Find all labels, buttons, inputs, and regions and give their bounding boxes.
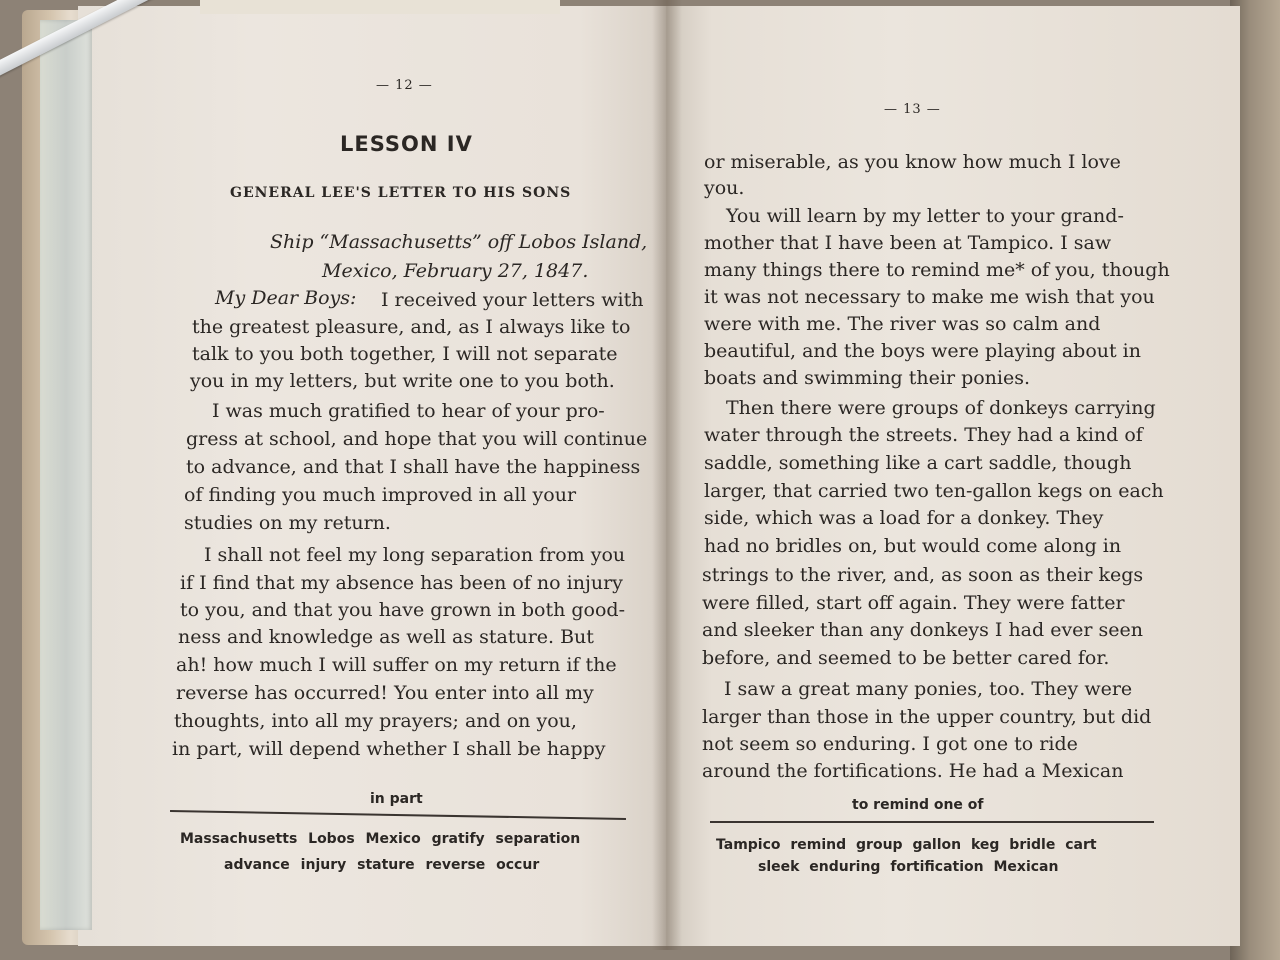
body-line: and sleeker than any donkeys I had ever seen — [702, 619, 1144, 641]
right-page-number: — 13 — — [884, 102, 941, 117]
dateline-line-2: Mexico, February 27, 1847. — [322, 260, 589, 282]
vocab-row-1: Massachusetts Lobos Mexico gratify separation — [180, 831, 581, 847]
body-line: in part, will depend whether I shall be happy — [172, 738, 606, 760]
body-line: You will learn by my letter to your grand- — [726, 205, 1124, 227]
body-line: before, and seemed to be better cared for. — [702, 647, 1110, 669]
body-line: water through the streets. They had a kind of — [704, 424, 1143, 446]
right-footnote: to remind one of — [852, 797, 984, 813]
right-page — [666, 6, 1240, 946]
vocab-row-1: Tampico remind group gallon keg bridle cart — [716, 837, 1097, 853]
body-line: not seem so enduring. I got one to ride — [702, 733, 1078, 755]
body-line: of finding you much improved in all your — [184, 484, 577, 506]
footnote-rule — [170, 810, 626, 820]
body-line: if I find that my absence has been of no injury — [180, 572, 623, 594]
salutation: My Dear Boys: — [215, 287, 357, 309]
body-line: ah! how much I will suffer on my return if the — [176, 654, 617, 676]
body-line: mother that I have been at Tampico. I saw — [704, 232, 1112, 254]
body-line: I shall not feel my long separation from you — [204, 544, 626, 566]
body-line: it was not necessary to make me wish that you — [704, 286, 1155, 308]
endpaper — [40, 20, 92, 930]
body-line: had no bridles on, but would come along in — [704, 535, 1122, 557]
body-line: or miserable, as you know how much I love — [704, 151, 1121, 173]
footnote-rule — [710, 821, 1154, 823]
body-line: to you, and that you have grown in both good- — [180, 599, 625, 621]
body-line: gress at school, and hope that you will continue — [186, 428, 648, 450]
body-line: beautiful, and the boys were playing about in — [704, 340, 1141, 362]
book-gutter — [652, 0, 682, 950]
body-line: around the fortifications. He had a Mexican — [702, 760, 1124, 782]
body-line: were with me. The river was so calm and — [704, 313, 1101, 335]
body-line: I saw a great many ponies, too. They were — [724, 678, 1133, 700]
body-line: thoughts, into all my prayers; and on you, — [174, 710, 577, 732]
body-line: I received your letters with — [381, 289, 644, 311]
body-line: larger, that carried two ten-gallon kegs on each — [704, 480, 1164, 502]
body-line: Then there were groups of donkeys carrying — [726, 397, 1156, 419]
body-line: were filled, start off again. They were fatter — [702, 592, 1125, 614]
body-line: to advance, and that I shall have the happiness — [186, 456, 641, 478]
body-line: studies on my return. — [184, 512, 391, 534]
body-line: the greatest pleasure, and, as I always like to — [192, 316, 631, 338]
body-line: I was much gratified to hear of your pro- — [212, 400, 605, 422]
letter-subtitle: GENERAL LEE'S LETTER TO HIS SONS — [230, 185, 572, 201]
body-line: larger than those in the upper country, but did — [702, 706, 1152, 728]
vocab-row-2: advance injury stature reverse occur — [224, 857, 540, 873]
body-line: you in my letters, but write one to you both. — [190, 370, 615, 392]
body-line: talk to you both together, I will not separate — [192, 343, 618, 365]
body-line: you. — [704, 177, 745, 199]
left-page-number: — 12 — — [376, 78, 433, 93]
body-line: ness and knowledge as well as stature. But — [178, 626, 594, 648]
body-line: strings to the river, and, as soon as their kegs — [702, 564, 1144, 586]
body-line: saddle, something like a cart saddle, though — [704, 452, 1132, 474]
torn-top-edge — [200, 0, 560, 14]
body-line: boats and swimming their ponies. — [704, 367, 1031, 389]
vocab-row-2: sleek enduring fortification Mexican — [758, 859, 1059, 875]
lesson-title: LESSON IV — [340, 132, 473, 156]
body-line: side, which was a load for a donkey. They — [704, 507, 1104, 529]
left-footnote: in part — [370, 791, 423, 807]
body-line: reverse has occurred! You enter into all my — [176, 682, 594, 704]
body-line: many things there to remind me* of you, though — [704, 259, 1170, 281]
left-page — [78, 6, 668, 946]
dateline-line-1: Ship “Massachusetts” off Lobos Island, — [270, 231, 648, 253]
